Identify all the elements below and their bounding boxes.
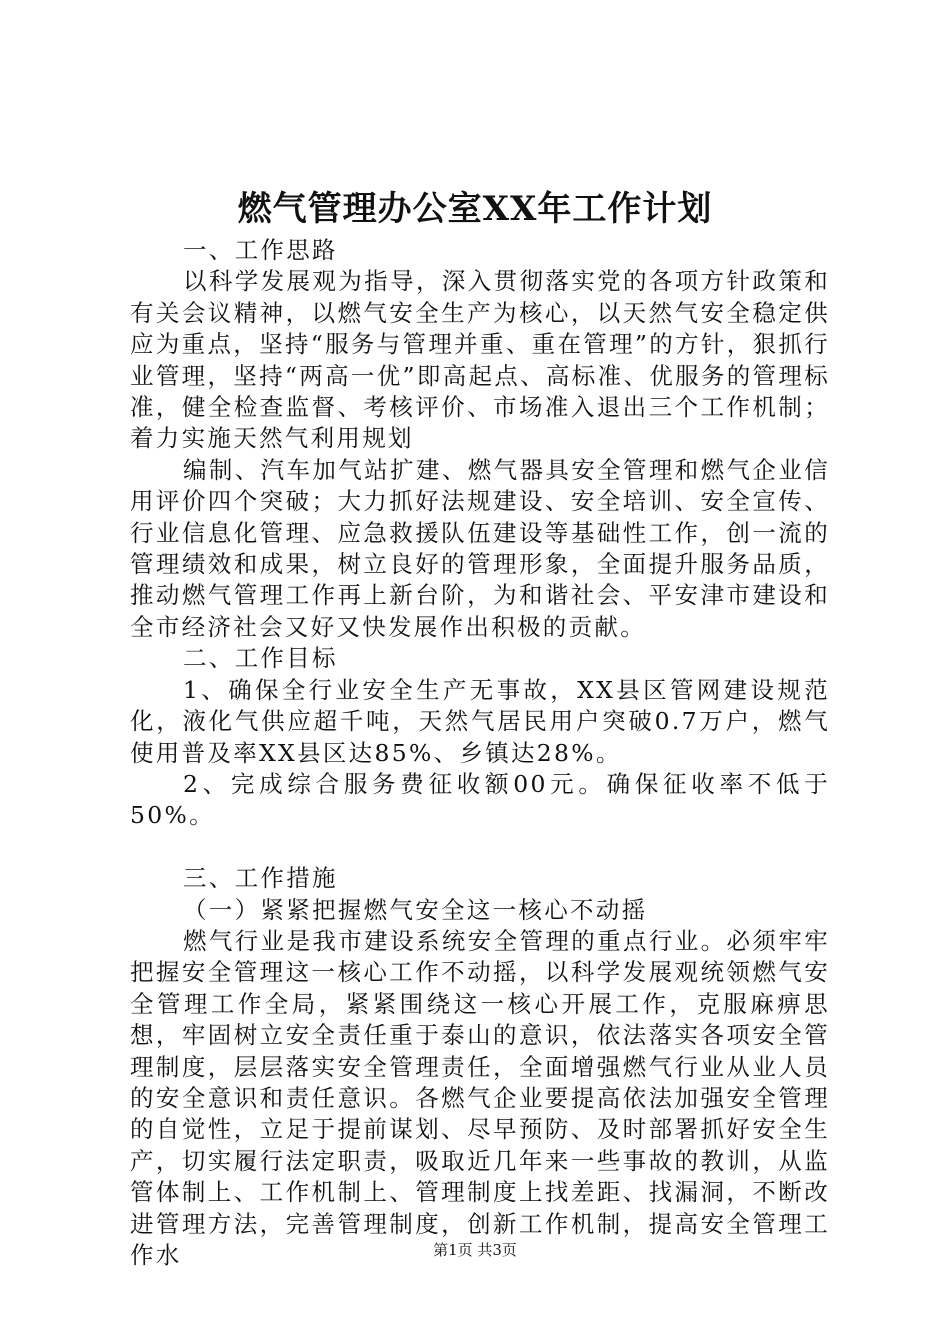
goal-item-2: 2、完成综合服务费征收额00元。确保征收率不低于50%。 xyxy=(130,769,830,830)
section-heading-2: 二、工作目标 xyxy=(183,644,338,673)
body-paragraph: 编制、汽车加气站扩建、燃气器具安全管理和燃气企业信用评价四个突破；大力抓好法规建设、安全培训、安全宣传、行业信息化管理、应急救援队伍建设等基础性工作，创一流的管理绩效和成果，树立良好的管理形象，全面提升服务品质，推动燃气管理工作再上新台阶，为和谐社会、平安津市建设和全市经济社会又好又快发展作出积极的贡献。 xyxy=(130,455,830,641)
document-title: 燃气管理办公室XX年工作计划 xyxy=(237,189,713,229)
body-paragraph: 以科学发展观为指导，深入贯彻落实党的各项方针政策和有关会议精神，以燃气安全生产为核心，以天然气安全稳定供应为重点，坚持“服务与管理并重、重在管理”的方针，狠抓行业管理，坚持“两高一优”即高起点、高标准、优服务的管理标准，健全检查监督、考核评价、市场准入退出三个工作机制；着力实施天然气利用规划 xyxy=(130,267,830,453)
subsection-heading-1: （一）紧紧把握燃气安全这一核心不动摇 xyxy=(183,895,648,924)
page-number: 第1页 共3页 xyxy=(433,1241,517,1259)
document-body xyxy=(130,235,830,1271)
blank-line xyxy=(130,832,830,863)
goal-item-1: 1、确保全行业安全生产无事故，XX县区管网建设规范化，液化气供应超千吨，天然气居民用户突破0.7万户，燃气使用普及率XX县区达85%、乡镇达28%。 xyxy=(130,675,830,767)
section-heading-3: 三、工作措施 xyxy=(183,864,338,893)
section-heading-1: 一、工作思路 xyxy=(183,236,338,264)
body-paragraph: 燃气行业是我市建设系统安全管理的重点行业。必须牢牢把握安全管理这一核心工作不动摇，以科学发展观统领燃气安全管理工作全局，紧紧围绕这一核心开展工作，克服麻痹思想，牢固树立安全责任重于泰山的意识，依法落实各项安全管理制度，层层落实安全管理责任，全面增强燃气行业从业人员的安全意识和责任意识。各燃气企业要提高依法加强安全管理的自觉性，立足于提前谋划、尽早预防、及时部署抓好安全生产，切实履行法定职责，吸取近几年来一些事故的教训，从监管体制上、工作机制上、管理制度上找差距、找漏洞，不断改进管理方法，完善管理制度，创新工作机制，提高安全管理工作水 xyxy=(130,926,830,1269)
